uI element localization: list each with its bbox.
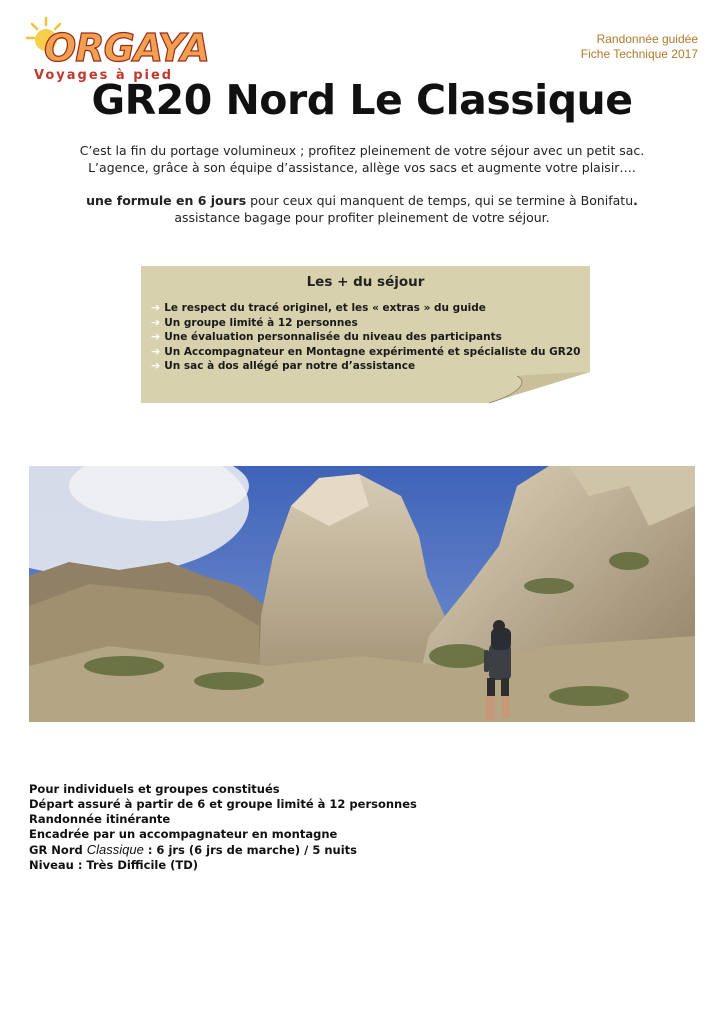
fact-line: Encadrée par un accompagnateur en montagne (29, 827, 338, 841)
intro-text (40, 142, 684, 176)
page-curl (489, 372, 591, 404)
logo-subtitle: Voyages à pied (34, 68, 174, 83)
fact-line: Pour individuels et groupes constitués (29, 782, 280, 796)
arrow-icon: ➔ (151, 344, 161, 358)
highlight-item: ➔ Un groupe limité à 12 personnes (151, 315, 358, 329)
arrow-icon: ➔ (151, 330, 161, 344)
formula-period: . (633, 193, 638, 208)
document-type-line1: Randonnée guidée (596, 32, 698, 46)
highlight-item: ➔ Le respect du tracé originel, et les « extras » du guide (151, 301, 486, 314)
fact-line: Départ assuré à partir de 6 et groupe limité à 12 personnes (29, 797, 417, 811)
formula-bold: une formule en 6 jours (86, 193, 247, 208)
intro-line1: C’est la fin du portage volumineux ; profitez pleinement de votre séjour avec un petit sac. (79, 143, 645, 158)
highlights-title: Les + du séjour (306, 274, 425, 290)
mountain-photo (29, 466, 695, 722)
arrow-icon: ➔ (151, 359, 161, 373)
formula-line2: assistance bagage pour profiter pleinement de votre séjour. (174, 210, 550, 225)
classique-italic: Classique (86, 842, 144, 857)
document-type (581, 32, 698, 62)
arrow-icon: ➔ (151, 315, 161, 329)
fact-line: Niveau : Très Difficile (TD) (29, 858, 199, 872)
trip-facts (29, 782, 417, 873)
page-title: GR20 Nord Le Classique (91, 76, 633, 124)
formula-rest: pour ceux qui manquent de temps, qui se termine à Bonifatu (246, 193, 634, 208)
logo-wordmark: ORGAYA (44, 26, 210, 70)
document-type-line2: Fiche Technique 2017 (580, 47, 698, 61)
formula-text (40, 192, 684, 226)
highlight-item: ➔ Une évaluation personnalisée du niveau des participants (151, 330, 502, 344)
arrow-icon: ➔ (151, 301, 161, 314)
highlight-item: ➔ Un sac à dos allégé par notre d’assistance (151, 359, 416, 373)
highlights-list (151, 301, 580, 374)
fact-line: Randonnée itinérante (29, 812, 171, 826)
intro-line2: L’agence, grâce à son équipe d’assistance, allège vos sacs et augmente votre plaisir…. (88, 160, 636, 175)
highlight-item: ➔ Un Accompagnateur en Montagne expérimenté et spécialiste du GR20 (151, 344, 581, 358)
formula-line1 (40, 192, 684, 209)
fact-line: GR Nord Classique : 6 jrs (6 jrs de marche) / 5 nuits (29, 842, 358, 857)
